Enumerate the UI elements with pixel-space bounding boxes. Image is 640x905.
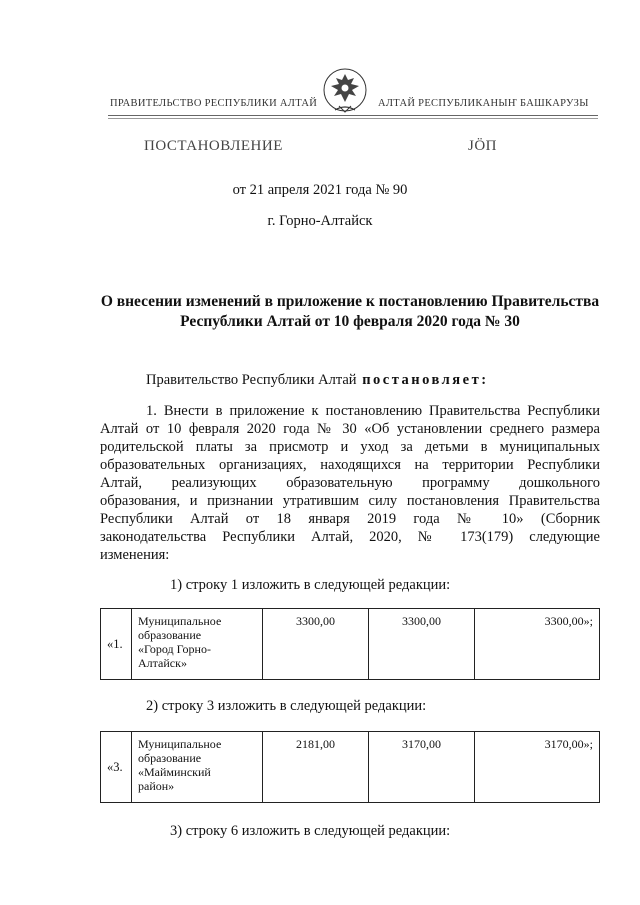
- row-value-2: 3170,00: [368, 732, 474, 803]
- paragraph-1-line: Республики Алтай от 18 января 2019 года № 10» (Сборник: [100, 511, 600, 527]
- paragraph-1-line: Алтай от 10 февраля 2020 года № 30 «Об установлении среднего размера: [100, 421, 600, 437]
- row-name-line: образование: [138, 628, 202, 642]
- table-row-1: [100, 608, 600, 680]
- row-value-2: 3300,00: [368, 609, 474, 680]
- row-name-line: образование: [138, 751, 202, 765]
- item-1-text: 1) строку 1 изложить в следующей редакции:: [170, 577, 451, 593]
- row-name-line: «Город Горно-: [138, 642, 211, 656]
- row-name-line: «Майминский: [138, 765, 211, 779]
- row-value-3: 3300,00»;: [474, 609, 599, 680]
- row-name-line: Алтайск»: [138, 656, 187, 670]
- row-value-3: 3170,00»;: [474, 732, 599, 803]
- paragraph-1-line: изменения:: [100, 547, 170, 563]
- decree-keyword: постановляет:: [362, 372, 489, 388]
- paragraph-1-line: родительской платы за присмотр и уход за детьми в муниципальных: [100, 439, 600, 455]
- item-2-text: 2) строку 3 изложить в следующей редакции:: [146, 698, 427, 714]
- date-line: от 21 апреля 2021 года № 90: [232, 182, 408, 198]
- decree-line: [146, 371, 489, 389]
- paragraph-1: [100, 402, 600, 564]
- paragraph-1-line: образовательных организациях, находящихся на территории Республики: [100, 457, 600, 473]
- row-name-line: район»: [138, 779, 175, 793]
- paragraph-1-line: образования, и признании утратившим силу постановления Правительства: [100, 493, 600, 509]
- title-line-2: Республики Алтай от 10 февраля 2020 года № 30: [180, 313, 520, 330]
- coat-of-arms-eagle-icon: [321, 66, 369, 118]
- row-value-1: 3300,00: [263, 609, 369, 680]
- doc-type-left: ПОСТАНОВЛЕНИЕ: [144, 138, 283, 154]
- doc-type-right: JÖП: [468, 138, 498, 154]
- row-name-line: Муниципальное: [138, 614, 222, 628]
- paragraph-1-line: 1. Внести в приложение к постановлению Правительства Республики: [146, 403, 600, 419]
- row-number: «3.: [101, 732, 132, 803]
- table-row-3: [100, 731, 600, 803]
- header-left-text: ПРАВИТЕЛЬСТВО РЕСПУБЛИКИ АЛТАЙ: [110, 98, 318, 109]
- title-line-1: О внесении изменений в приложение к постановлению Правительства: [100, 293, 600, 310]
- row-number: «1.: [101, 609, 132, 680]
- header-rule-bottom: [108, 118, 598, 119]
- paragraph-1-line: Алтай, реализующих образовательную программу дошкольного: [100, 475, 600, 491]
- item-3-text: 3) строку 6 изложить в следующей редакции:: [170, 823, 451, 839]
- row-name-line: Муниципальное: [138, 737, 222, 751]
- city-line: г. Горно-Алтайск: [267, 213, 373, 229]
- document-title: [100, 292, 600, 332]
- header-right-text: АЛТАЙ РЕСПУБЛИКАНЫҤ БАШКАРУЗЫ: [378, 98, 589, 109]
- row-value-1: 2181,00: [263, 732, 369, 803]
- row-name: [132, 609, 263, 680]
- header-rule-top: [108, 115, 598, 116]
- decree-prefix: Правительство Республики Алтай: [146, 372, 357, 388]
- row-name: [132, 732, 263, 803]
- paragraph-1-line: законодательства Республики Алтай, 2020, № 173(179) следующие: [100, 529, 600, 545]
